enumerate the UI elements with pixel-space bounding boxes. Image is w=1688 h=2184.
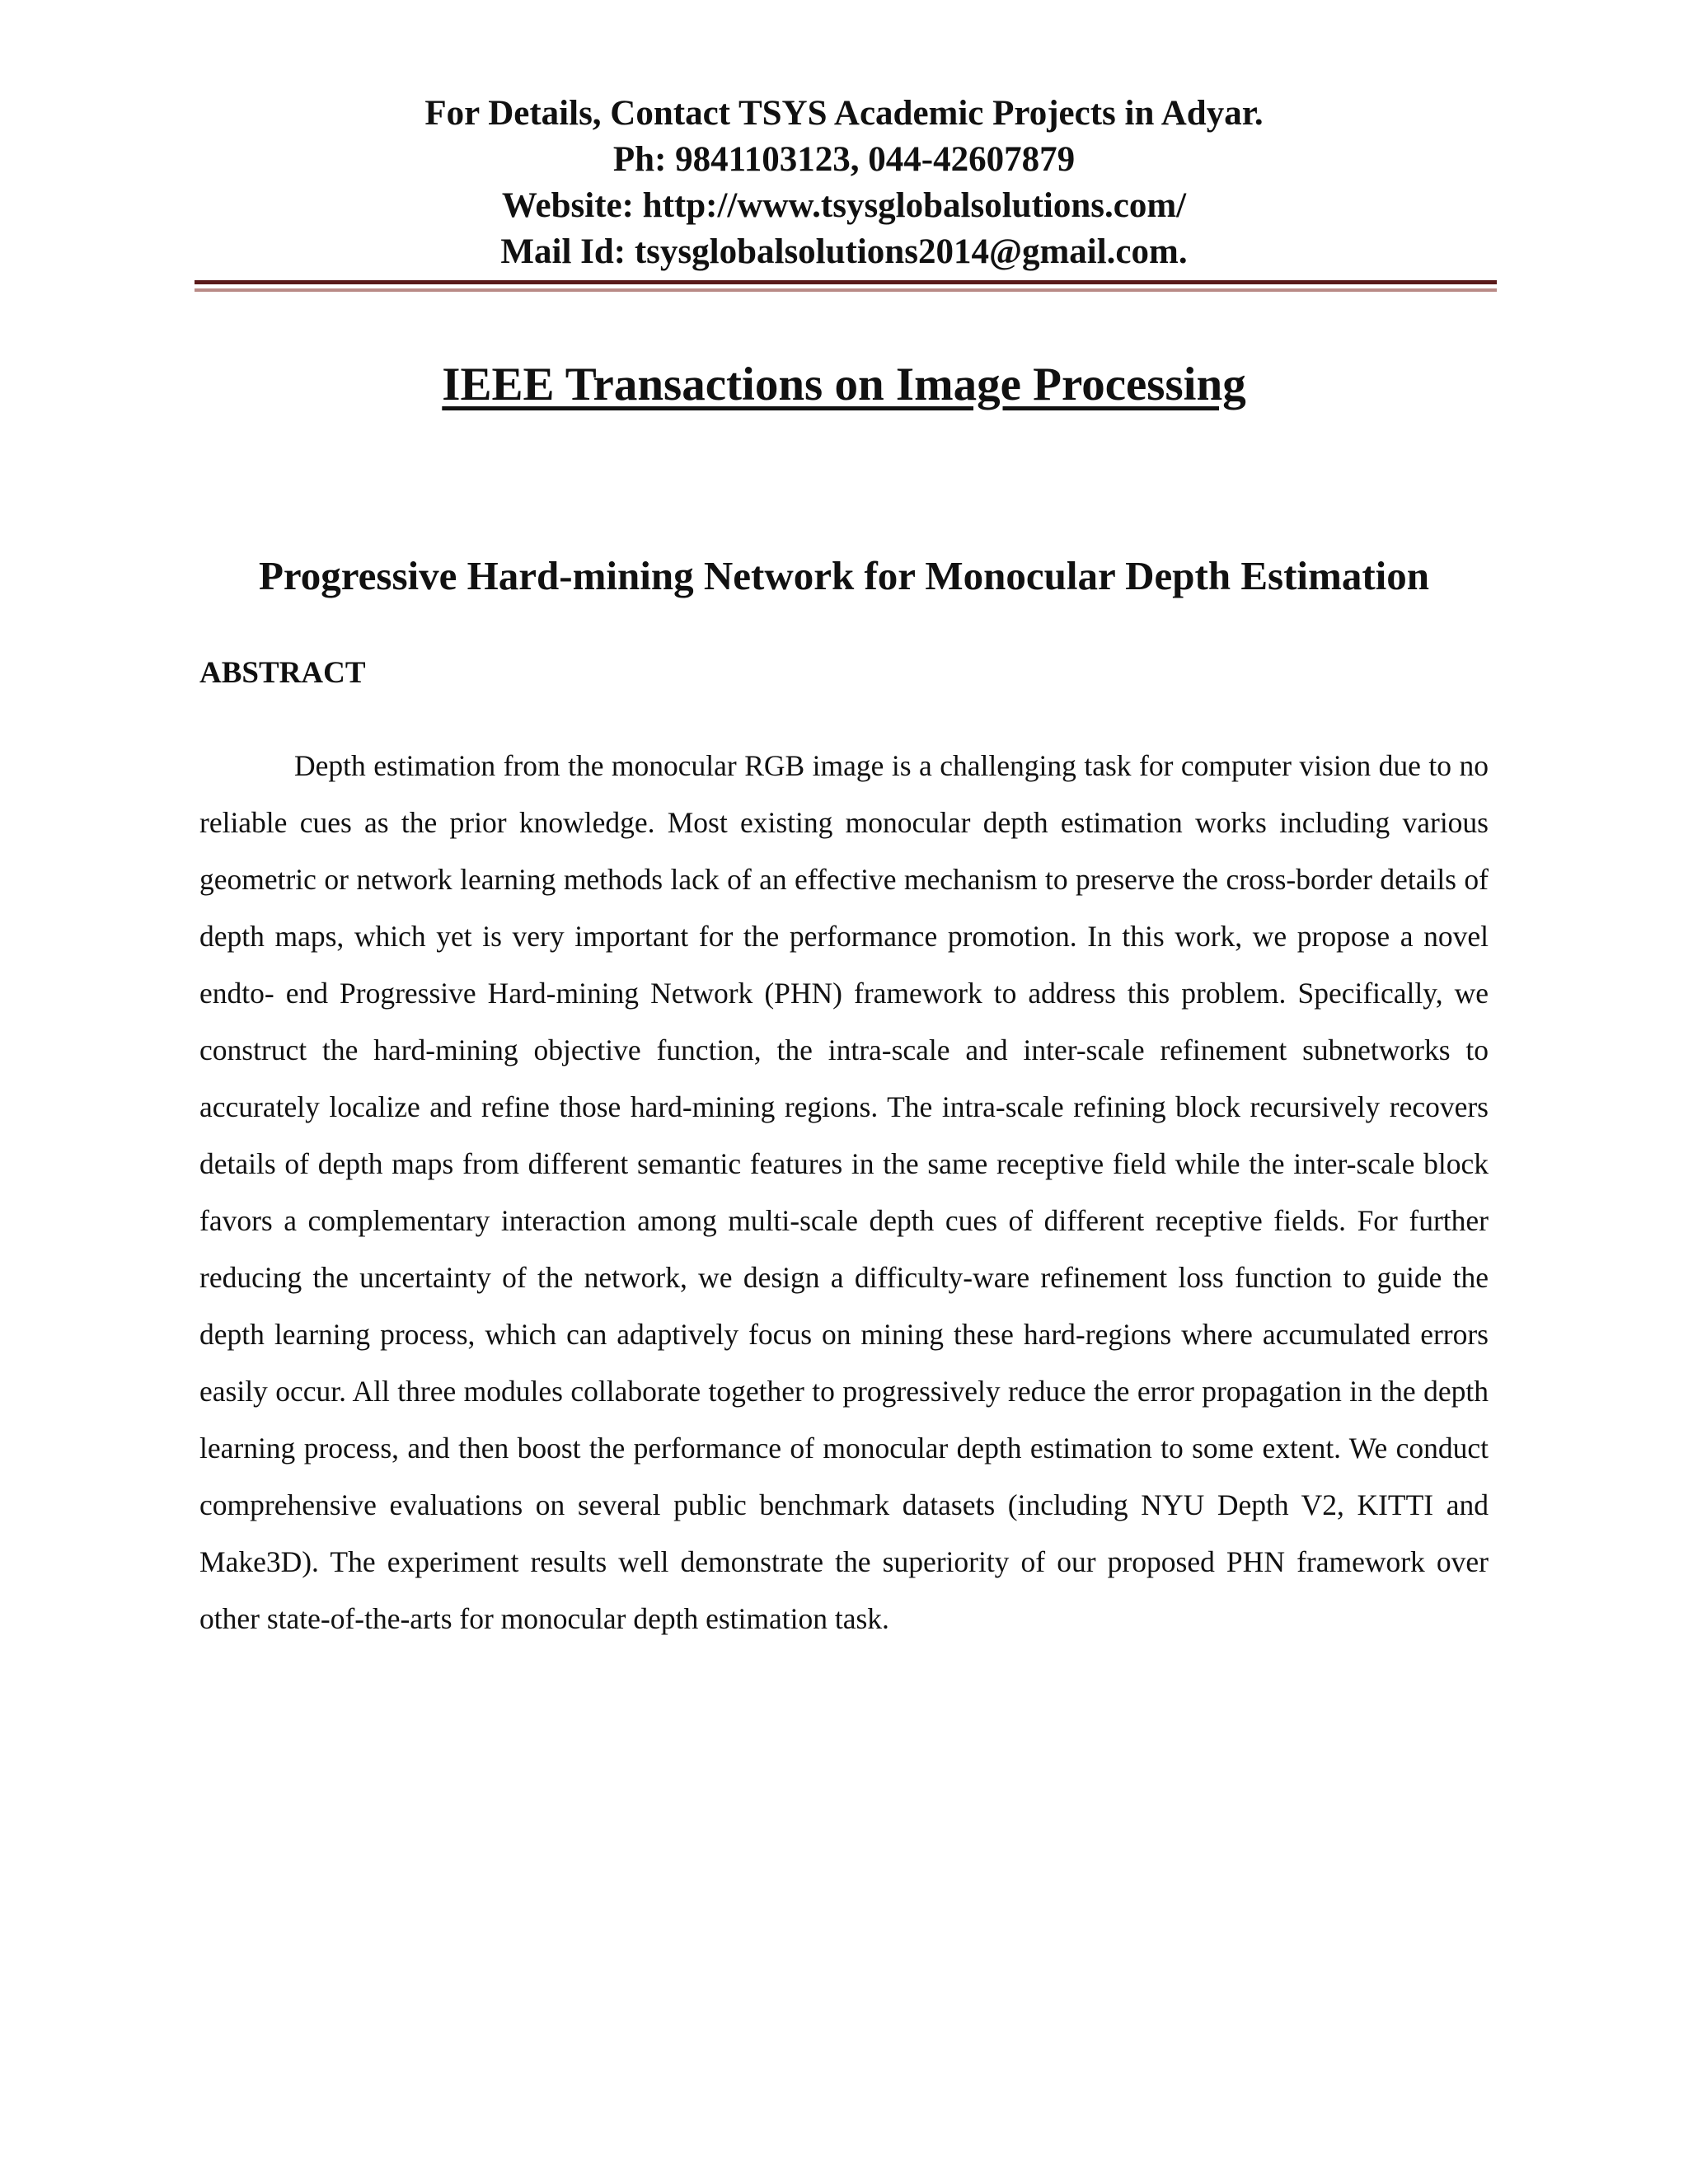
header-divider-light — [195, 288, 1497, 292]
paper-title: Progressive Hard-mining Network for Monocular Depth Estimation — [258, 553, 1430, 598]
header-divider-dark — [195, 280, 1497, 284]
phone-line: Ph: 9841103123, 044-42607879 — [612, 140, 1076, 179]
journal-title: IEEE Transactions on Image Processing — [442, 359, 1246, 410]
mail-line: Mail Id: tsysglobalsolutions2014@gmail.com. — [500, 232, 1188, 271]
abstract-heading: ABSTRACT — [199, 656, 366, 690]
contact-header — [165, 91, 1523, 275]
website-line: Website: http://www.tsysglobalsolutions.com/ — [501, 186, 1187, 225]
contact-line: For Details, Contact TSYS Academic Projects in Adyar. — [424, 94, 1264, 133]
abstract-body: Depth estimation from the monocular RGB image is a challenging task for computer vision due to no reliable cues as the prior knowledge. Most existing monocular depth estimation works including various geometric or network learning methods lack of an effective mechanism to preserve the cross-border details of depth maps, which yet is very important for the performance promotion. In this work, we propose a novel endto- end Progressive Hard-mining Network (PHN) framework to address this problem. Specifically, we construct the hard-mining objective function, the intra-scale and inter-scale refinement subnetworks to accurately localize and refine those hard-mining regions. The intra-scale refining block recursively recovers details of depth maps from different semantic features in the same receptive field while the inter-scale block favors a complementary interaction among multi-scale depth cues of different receptive fields. For further reducing the uncertainty of the network, we design a difficulty-ware refinement loss function to guide the depth learning process, which can adaptively focus on mining these hard-regions where accumulated errors easily occur. All three modules collaborate together to progressively reduce the error propagation in the depth learning process, and then boost the performance of monocular depth estimation to some extent. We conduct comprehensive evaluations on several public benchmark datasets (including NYU Depth V2, KITTI and Make3D). The experiment results well demonstrate the superiority of our proposed PHN framework over other state-of-the-arts for monocular depth estimation task. — [199, 749, 1489, 1635]
